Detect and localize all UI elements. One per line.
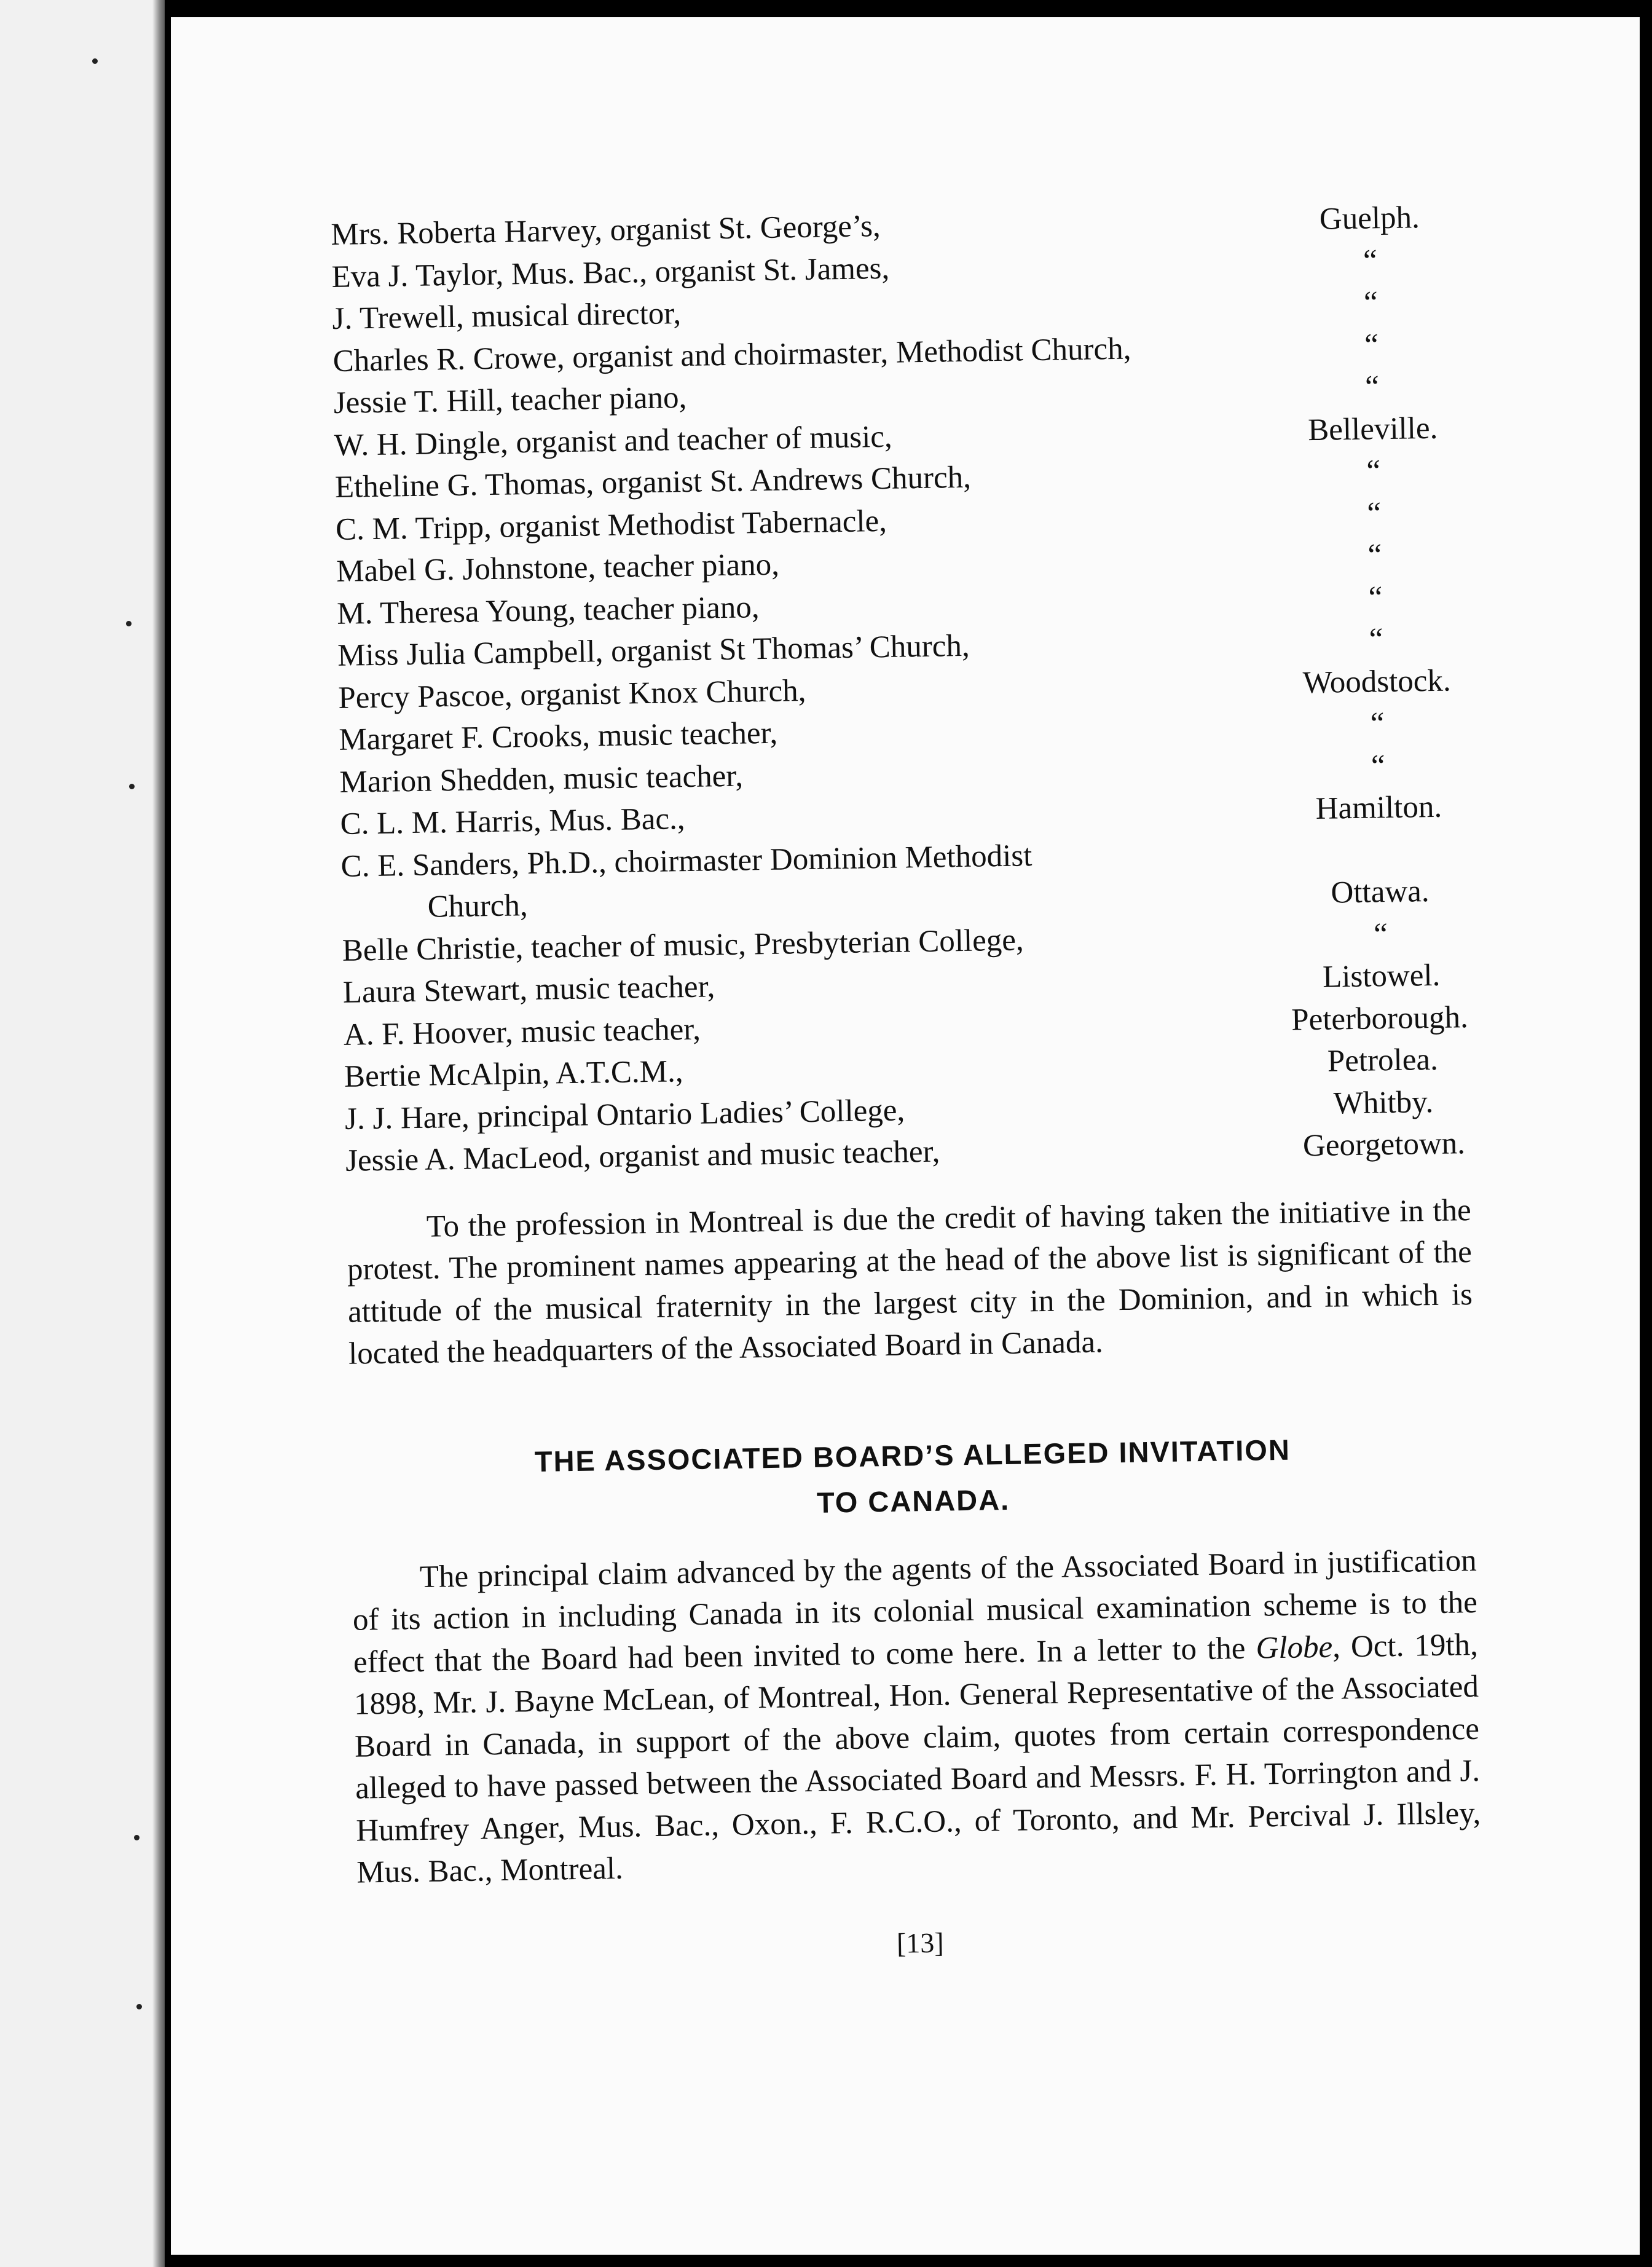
signatory-name: J. Trewell, musical director,	[332, 296, 682, 336]
signatory-place: Peterborough.	[1291, 999, 1469, 1038]
signatory-name: Bertie McAlpin, A.T.C.M.,	[344, 1054, 683, 1094]
book-gutter	[152, 0, 165, 2267]
left-page-edge	[0, 0, 165, 2267]
signatory-place: “	[1367, 538, 1382, 573]
signatory-place: “	[1364, 327, 1379, 363]
signatory-name: Miss Julia Campbell, organist St Thomas’ Church,	[337, 628, 970, 673]
signatory-place: Petrolea.	[1327, 1042, 1439, 1079]
signatory-name: Jessie T. Hill, teacher piano,	[333, 380, 687, 420]
signatory-name: Laura Stewart, music teacher,	[342, 969, 715, 1010]
signatory-place: Georgetown.	[1302, 1126, 1466, 1164]
signatory-name: M. Theresa Young, teacher piano,	[336, 589, 760, 631]
signatory-name: C. E. Sanders, Ph.D., choirmaster Dominion Methodist	[340, 838, 1032, 884]
speck	[134, 1835, 140, 1840]
speck	[129, 784, 135, 789]
signatory-list	[331, 196, 1471, 1182]
section-heading-line: TO CANADA.	[816, 1483, 1010, 1519]
signatory-name: C. L. M. Harris, Mus. Bac.,	[340, 802, 685, 842]
signatory-place: Belleville.	[1307, 411, 1438, 447]
invitation-paragraph	[352, 1539, 1481, 1894]
signatory-place: “	[1368, 580, 1383, 615]
page-content	[331, 196, 1483, 1973]
signatory-place: “	[1363, 285, 1379, 320]
signatory-name-continued: Church,	[427, 888, 529, 925]
speck	[136, 2004, 142, 2009]
signatory-place: “	[1363, 243, 1378, 278]
signatory-place: Ottawa.	[1331, 874, 1430, 910]
signatory-place: Woodstock.	[1302, 663, 1452, 700]
signatory-name: C. M. Tripp, organist Methodist Tabernacle,	[335, 503, 887, 547]
signatory-name: J. J. Hare, principal Ontario Ladies’ College,	[344, 1093, 905, 1137]
signatory-name: Percy Pascoe, organist Knox Church,	[337, 673, 806, 716]
paragraph-text: The principal claim advanced by the agents of the Associated Board in justification of its action in including Canada in its colonial musical examination scheme is to the effect that the Board had been invited to come here. In a letter to the	[352, 1543, 1478, 1680]
signatory-place: “	[1367, 495, 1382, 531]
signatory-name: Mrs. Roberta Harvey, organist St. George’s,	[331, 208, 881, 252]
signatory-name: W. H. Dingle, organist and teacher of music,	[334, 419, 893, 463]
section-heading	[350, 1424, 1476, 1533]
signatory-name: A. F. Hoover, music teacher,	[343, 1012, 701, 1052]
signatory-place: Guelph.	[1319, 200, 1420, 237]
signatory-place: Whitby.	[1333, 1084, 1434, 1121]
speck	[92, 58, 98, 64]
section-heading-line: THE ASSOCIATED BOARD’S ALLEGED INVITATION	[534, 1433, 1291, 1478]
signatory-name: Jessie A. MacLeod, organist and music teacher,	[345, 1134, 940, 1178]
signatory-name: Marion Shedden, music teacher,	[339, 759, 744, 800]
signatory-place: “	[1373, 917, 1388, 952]
montreal-paragraph: To the profession in Montreal is due the credit of having taken the initiative in the protest. The prominent names appearing at the head of the above list is significant of the attitude of the musical fraternity in the largest city in the Dominion, and in which is located the headquarters of the Associated Board in Canada.	[347, 1193, 1473, 1371]
signatory-place: Listowel.	[1322, 958, 1441, 995]
page-number: [13]	[896, 1926, 944, 1959]
signatory-name: Etheline G. Thomas, organist St. Andrews Church,	[334, 460, 972, 505]
signatory-name: Charles R. Crowe, organist and choirmaster, Methodist Church,	[332, 331, 1131, 379]
signatory-place: “	[1364, 369, 1380, 404]
signatory-place: “	[1371, 748, 1386, 784]
speck	[126, 621, 132, 626]
signatory-name: Mabel G. Johnstone, teacher piano,	[336, 547, 780, 589]
newspaper-title: Globe	[1256, 1630, 1333, 1666]
signatory-place	[1293, 828, 1466, 873]
paragraph-text: , Oct. 19th, 1898, Mr. J. Bayne McLean, of Montreal, Hon. General Representative of the Associated Board in Canada, in support of the above claim, quotes from certain correspondence alleged to have passed between the Associated Board and Messrs. F. H. Torrington and J. Humfrey Anger, Mus. Bac., Oxon., F. R.C.O., of Toronto, and Mr. Percival J. Illsley, Mus. Bac., Montreal.	[353, 1627, 1481, 1890]
signatory-place: “	[1369, 622, 1383, 657]
signatory-place: “	[1366, 454, 1381, 489]
signatory-name: Margaret F. Crooks, music teacher,	[339, 716, 778, 757]
document-page	[171, 17, 1640, 2255]
signatory-name: Belle Christie, teacher of music, Presbyterian College,	[342, 922, 1025, 968]
signatory-place: “	[1370, 706, 1385, 741]
signatory-place: Hamilton.	[1315, 789, 1442, 826]
signatory-name: Eva J. Taylor, Mus. Bac., organist St. James,	[331, 251, 890, 294]
